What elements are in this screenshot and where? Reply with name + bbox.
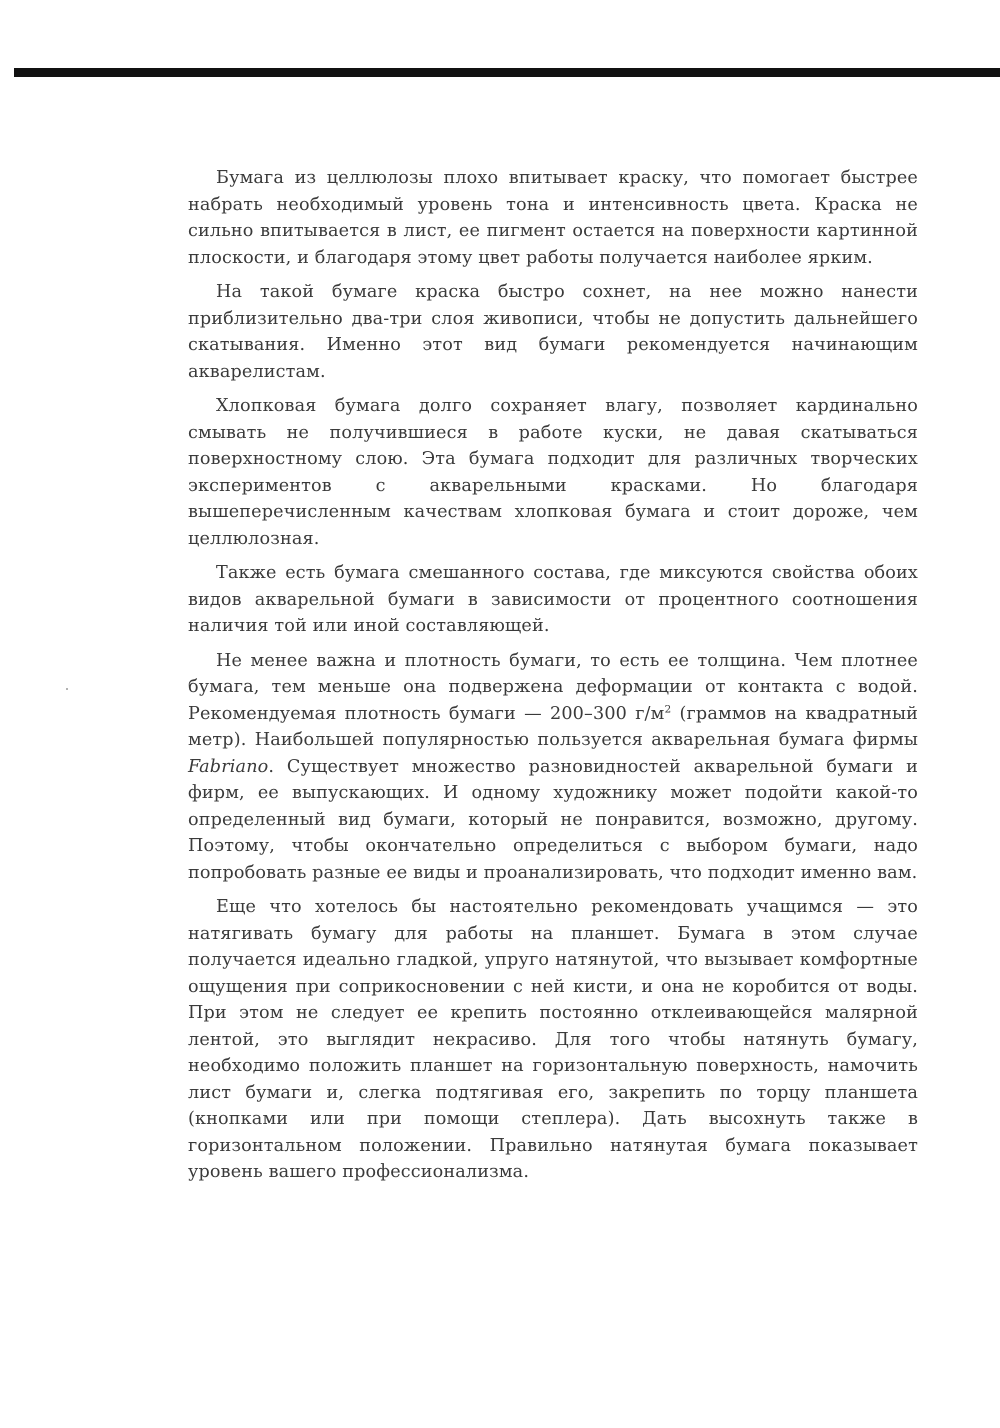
paragraph-cellulose-paper: Бумага из целлюлозы плохо впитывает краску, что помогает быстрее набрать необходимый уровень тона и интенсивность цвета. Краска не сильно впитывается в лист, ее пигмент остается на поверхности картинной плоскости, и благодаря этому цвет работы получается наиболее ярким.: [188, 168, 918, 268]
paragraph-cotton-paper: Хлопковая бумага долго сохраняет влагу, позволяет кардинально смывать не получившиеся в работе куски, не давая скатываться поверхностному слою. Эта бумага подходит для различных творческих экспериментов с акварельными красками. Но благодаря вышеперечисленным качествам хлопковая бумага и стоит дороже, чем целлюлозная.: [188, 396, 918, 549]
density-superscript: 2: [664, 703, 672, 716]
top-rule: [14, 68, 1000, 77]
brand-name: Fabriano: [188, 756, 269, 777]
density-text-part2: (граммов на квадратный метр). Наибольшей популярностью пользуется акварельная бумага фирмы: [188, 703, 918, 750]
density-text-part3: . Существует множество разновидностей акварельной бумаги и фирм, ее выпускающих. И одному художнику может подойти какой-то определенный вид бумаги, который не понравится, возможно, другому. Поэтому, чтобы окончательно определиться с выбором бумаги, надо попробовать разные ее виды и проанализировать, что подходит именно вам.: [188, 756, 918, 883]
paragraph-stretching-paper: Еще что хотелось бы настоятельно рекомендовать учащимся — это натягивать бумагу для работы на планшет. Бумага в этом случае получается идеально гладкой, упруго натянутой, что вызывает комфортные ощущения при соприкосновении с ней кисти, и она не коробится от воды. При этом не следует ее крепить постоянно отклеивающейся малярной лентой, это выглядит некрасиво. Для того чтобы натянуть бумагу, необходимо положить планшет на горизонтальную поверхность, намочить лист бумаги и, слегка подтягивая его, закрепить по торцу планшета (кнопками или при помощи степлера). Дать высохнуть также в горизонтальном положении. Правильно натянутая бумага показывает уровень вашего профессионализма.: [188, 897, 918, 1182]
density-text-part1: Не менее важна и плотность бумаги, то есть ее толщина. Чем плотнее бумага, тем меньше она подвержена деформации от контакта с водой. Рекомендуемая плотность бумаги — 200–300 г/м: [188, 650, 918, 724]
paragraph-mixed-paper: Также есть бумага смешанного состава, где миксуются свойства обоих видов акварельной бумаги в зависимости от процентного соотношения наличия той или иной составляющей.: [188, 563, 918, 636]
paragraph-paper-density: [188, 648, 918, 887]
paragraph-drying-layers: На такой бумаге краска быстро сохнет, на нее можно нанести приблизительно два-три слоя живописи, чтобы не допустить дальнейшего скатывания. Именно этот вид бумаги рекомендуется начинающим акварелистам.: [188, 282, 918, 382]
margin-speck: [66, 688, 68, 690]
page-body: [188, 165, 918, 1194]
